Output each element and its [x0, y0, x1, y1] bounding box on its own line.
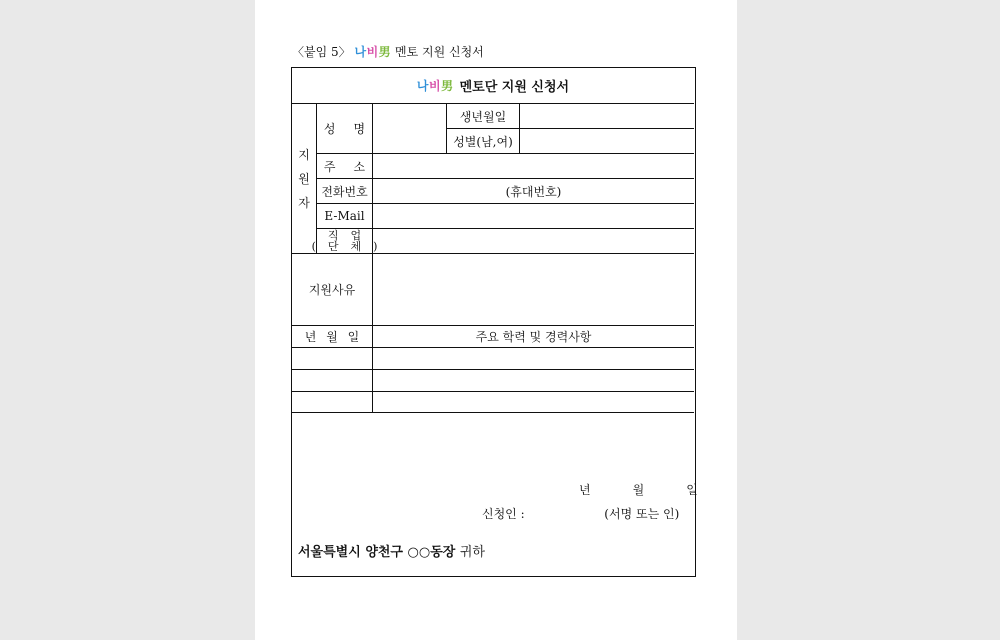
application-date: 년 월 일	[579, 483, 698, 497]
attachment-label: 〈붙임 5〉	[292, 45, 351, 59]
history-date-field[interactable]	[292, 370, 372, 391]
phone-field[interactable]	[373, 179, 694, 203]
address-label: 주소	[323, 159, 384, 174]
history-detail-field[interactable]	[373, 348, 694, 369]
application-form	[291, 67, 696, 577]
applicant-section-label: 지 원 자	[298, 148, 310, 210]
form-title-text: 멘토단 지원 신청서	[459, 80, 570, 95]
attachment-heading	[292, 43, 484, 60]
job-label: 직업 (단체)	[311, 229, 390, 253]
reason-field[interactable]	[373, 254, 694, 325]
email-field[interactable]	[373, 204, 694, 228]
gender-field[interactable]	[520, 129, 694, 153]
history-header: 주요 학력 및 경력사항	[475, 330, 592, 344]
name-field[interactable]	[373, 104, 446, 153]
name-label: 성명	[323, 122, 384, 136]
form-title	[292, 68, 694, 103]
mobile-hint: (휴대번호)	[505, 184, 562, 199]
applicant-sign-label: 신청인 :	[482, 507, 525, 521]
attachment-suffix: 멘토 지원 신청서	[395, 45, 484, 59]
phone-label: 전화번호	[321, 184, 368, 199]
history-date-field[interactable]	[292, 348, 372, 369]
history-date-field[interactable]	[292, 392, 372, 412]
email-label: E-Mail	[324, 209, 365, 223]
birth-field[interactable]	[520, 104, 694, 128]
history-detail-field[interactable]	[373, 370, 694, 391]
gender-label: 성별(남,여)	[453, 134, 513, 149]
reason-label: 지원사유	[308, 283, 356, 297]
history-detail-field[interactable]	[373, 392, 694, 412]
birth-label: 생년월일	[459, 109, 507, 124]
date-header: 년 월 일	[304, 330, 360, 344]
job-field[interactable]	[373, 229, 694, 253]
nabi-logo-title: 나비男	[416, 79, 454, 93]
nabi-logo: 나비男	[354, 45, 392, 59]
applicant-signature-line	[482, 505, 679, 522]
recipient-line: 서울특별시 양천구 ○○동장 귀하	[298, 545, 485, 560]
address-field[interactable]	[373, 154, 694, 178]
sign-hint: (서명 또는 인)	[604, 507, 680, 521]
